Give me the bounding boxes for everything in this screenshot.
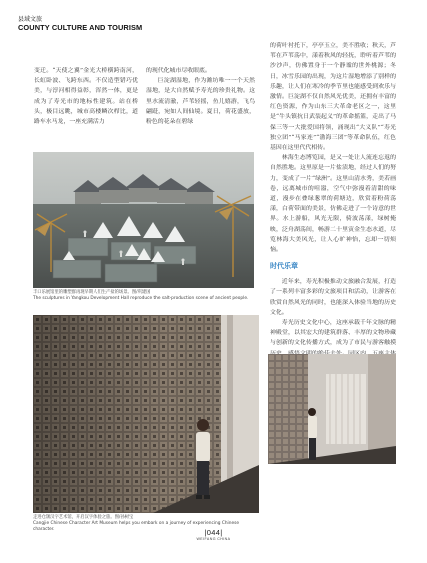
section-title-cn: 县域文旅 [18,16,43,23]
paragraph: 巨淀湖湿地，作为潍坊唯一一个天然湿地，是大自然赋予寿光的珍贵礼物。这里水流清澈，芦苇轻摇，鱼儿嬉游，飞鸟翩跹，宛如人间仙境。夏日，荷花盛放，粉色的花朵在碧绿 [146,78,255,126]
text-column-1 [34,66,138,127]
paragraph: 寿光历史文化中心，这座承载千年文脉的精神殿堂，以其宏大的建筑群落、丰厚的文物珍藏与创新的文化传播方式，成为了市民与游客触摸 [270,320,396,347]
paragraph: 近年来，寿光积极推动文旅融合发展，打造了一系列丰富多彩的文旅项目和活动，让游客在欣赏自然风光的同时，也能深入体验当地的历史文化。 [270,279,396,316]
salt-sculpture-photo [33,152,254,288]
photo-caption [33,290,258,302]
paragraph: 变迁。“天使之翼”金光大桥横跨南河，长虹卧波、飞跨东西。不仅造型错巧优美，与淳河相得益彰，浑然一体，更是成为了寿光市的地标性建筑。站在桥头，极目远眺，城市高楼鳞次栉比，道路车水马龙，一座充满活力 [34,68,138,126]
museum-interior-photo [268,354,396,464]
paragraph: 的现代化城市尽收眼底。 [146,68,211,74]
character-wall-illustration [33,315,259,513]
page-number: |044| [204,528,223,537]
publication-name: WEIFANG CHINA [196,537,231,541]
caption-en: Cangjie Chinese Character Art Museum helps you embark on a journey of experiencing Chinese character. [33,521,239,532]
section-header [18,16,178,32]
section-title-en: COUNTY CULTURE AND TOURISM [18,23,143,32]
page-footer [0,528,427,541]
caption-cn: 丰口乐展馆里的雕塑群再现早期人们生产盐的场景。图/巩建国 [33,290,151,295]
paragraph: 的荷叶衬托下，亭亭玉立，美不胜收；秋天，芦苇在芦苇荡中，漾着秋风的轻抚，聆听着芦苇的沙沙声，仿佛置身于一个静谧的世外桃源；冬日，冰雪乐园的出现，为这片湿地增添了别样的乐趣，让人们在寒冷的季节里也能感受到欢乐与激情。巨淀湖不仅自然风光优美，还拥有丰富的红色资源，作为山东三大革命老区之一，这里是“牛头镇抗日武装起义”的革命摇篮，走出了马保三等一大批爱国将领，涌现出“大义队”“寿光独立团”“马家连”“渤海三团”等革命队伍，红色基因在这里代代相传。 [270,43,396,152]
museum-interior-illustration [268,354,396,464]
character-museum-photo [33,315,259,513]
text-column-2 [146,66,255,127]
caption-en: The sculptures in Yangkou Development Hall reproduce the salt-production scene of ancient people. [33,296,249,301]
paragraph: 林海生态博览园，是又一处让人流连忘返的自然胜地。这里原是一片盐渍地，经过人们的努力，变成了一片“绿洲”。这里山清水秀，美若画卷，远离城市的喧嚣，空气中弥漫着清甜的味道，漫步在叠绿葱翠的荷塘边，欣赏着粉荷荡漾，白荷带面的美景，仿佛走进了一个诗意的世界。水上游船，风光无限，骑波荡漾，绿树掩映，泛舟湖荡间，畅游二十里寅金生态水道，尽览林海大美风光，让人心旷神怡，忘却一切烦恼。 [270,155,396,254]
section-heading: 时代乐章 [270,262,298,271]
text-column-3 [270,41,396,390]
salt-sculpture-illustration [33,152,254,288]
caption-cn: 走进仓颉汉字艺术馆，开启汉字体验之旅。图/孙树宝 [33,515,134,520]
